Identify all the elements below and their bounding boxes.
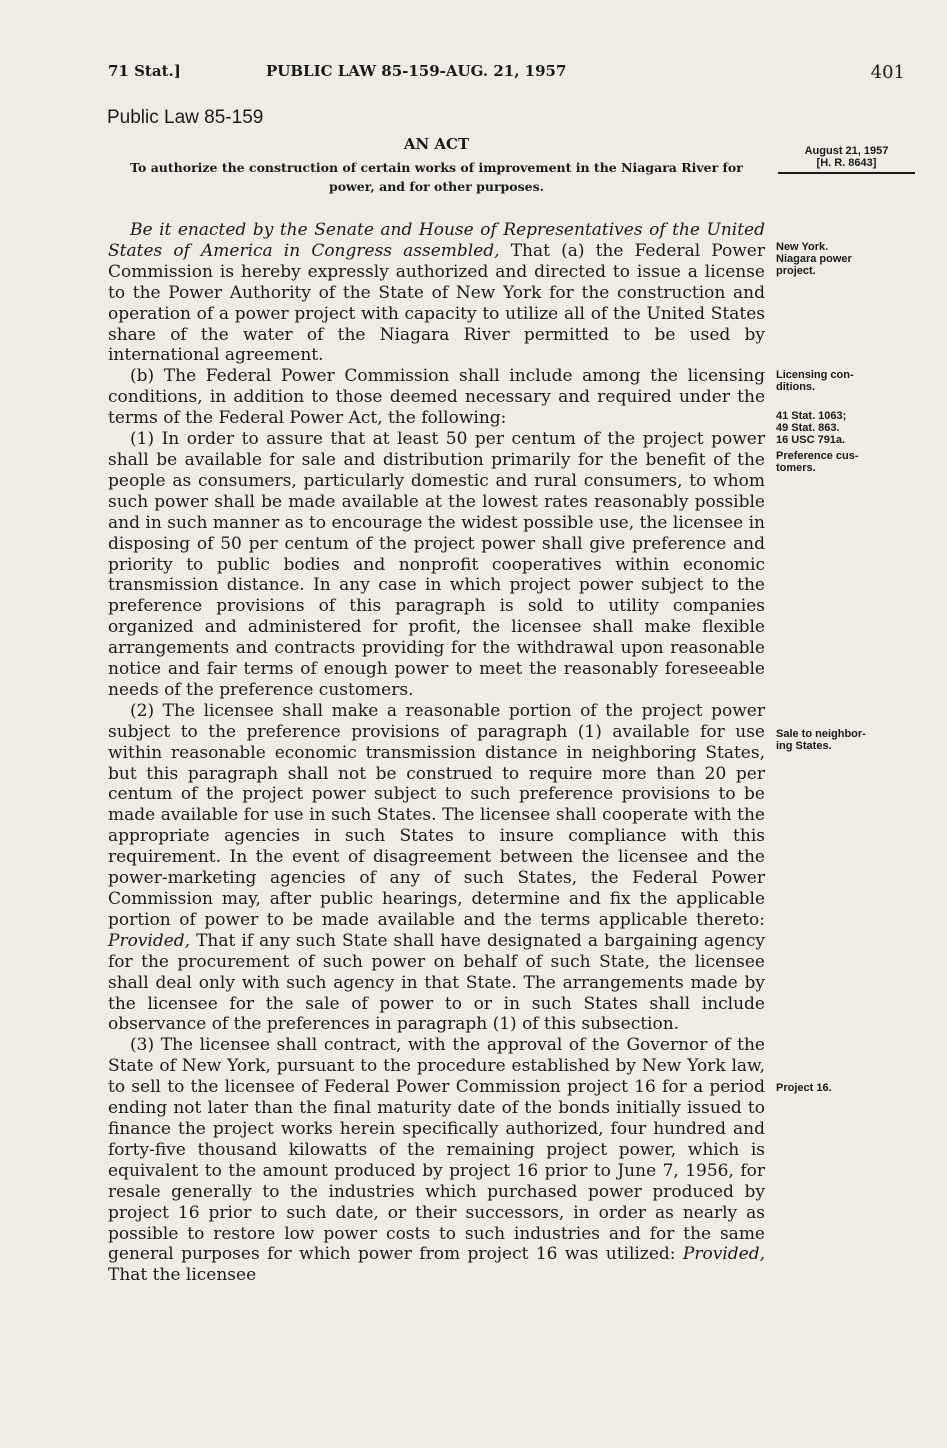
act-body (108, 218, 765, 1286)
clause-2-paragraph (108, 701, 765, 1036)
proviso-word: Provided, (108, 930, 191, 951)
side-note-new-york-project: New York. Niagara power project. (776, 241, 852, 277)
side-note-preference-customers: Preference cus- tomers. (776, 450, 859, 474)
public-law-title: Public Law 85-159 (107, 107, 264, 128)
clause-3-paragraph (108, 1035, 765, 1286)
section-a-paragraph (108, 220, 765, 366)
paragraph-text: (3) The licensee shall contract, with the approval of the Governor of the State of New York, pursuant to the procedure established by New York law, to sell to the licensee of Federal Power Commission project 16 for a period ending not later than the final maturity date of the bonds initially issued to finance the project works herein specifically authorized, four hundred and forty-five thousand kilowatts of the remaining project power, which is equivalent to the amount produced by project 16 prior to June 7, 1956, for resale generally to the industries which purchased power produced by project 16 prior to such date, or their successors, in order as nearly as possible to restore low power costs to such industries and for the same general purposes for which power from project 16 was utilized: (108, 1035, 765, 1265)
paragraph-text-continued: That if any such State shall have designated a bargaining agency for the procurement of such power on behalf of such State, the licensee shall deal only with such agency in that State. The arrangements made by the licensee for the sale of power to or in such States shall include observance of the preferences in paragraph (1) of this subsection. (108, 930, 765, 1035)
date-margin-note (778, 145, 915, 174)
act-purpose: To authorize the construction of certain works of improvement in the Niagara River for power, and for other purposes. (130, 160, 743, 194)
act-heading: AN ACT (403, 135, 470, 153)
side-note-project-16: Project 16. (776, 1082, 832, 1094)
paragraph-text: (2) The licensee shall make a reasonable portion of the project power subject to the preference provisions of paragraph (1) available for use within reasonable economic transmission distance in neighboring States, but this paragraph shall not be construed to require more than 20 per centum of the project power subject to such preference provisions to be made available for use in such States. The licensee shall cooperate with the appropriate agencies in such States to insure compliance with this requirement. In the event of disagreement between the licensee and the power-marketing agencies of any of such States, the Federal Power Commission may, after public hearings, determine and fix the applicable portion of power to be made available and the terms applicable thereto: (108, 700, 765, 930)
page-number: 401 (870, 62, 905, 83)
header-law-citation: PUBLIC LAW 85-159-AUG. 21, 1957 (266, 62, 567, 80)
section-b-paragraph (108, 366, 765, 429)
paragraph-text: (1) In order to assure that at least 50 per centum of the project power shall be available for sale and distribution primarily for the benefit of the people as consumers, particularly domestic and rural consumers, to whom such power shall be made available at the lowest rates reasonably possible and in such manner as to encourage the widest possible use, the licensee in disposing of 50 per centum of the project power shall give preference and priority to public bodies and nonprofit cooperatives within economic transmission distance. In any case in which project power subject to the preference provisions of this paragraph is sold to utility companies organized and administered for profit, the licensee shall make flexible arrangements and contracts providing for the withdrawal upon reasonable notice and fair terms of enough power to meet the reasonably foreseeable needs of the preference customers. (108, 429, 765, 700)
side-note-statute-citation: 41 Stat. 1063; 49 Stat. 863. 16 USC 791a. (776, 410, 847, 446)
approval-date: August 21, 1957 (804, 145, 889, 157)
paragraph-text: (b) The Federal Power Commission shall include among the licensing conditions, in addition to those deemed necessary and required under the terms of the Federal Power Act, the following: (108, 366, 765, 429)
running-header (108, 62, 905, 86)
enacting-clause: Be it enacted by the Senate and House of Representatives of the United States of America in Congress assembled, (108, 220, 765, 261)
side-note-sale-neighboring-states: Sale to neighbor- ing States. (776, 728, 866, 752)
paragraph-text: That (a) the Federal Power Commission is hereby expressly authorized and directed to issue a license to the Power Authority of the State of New York for the construction and operation of a power project with capacity to utilize all of the United States share of the water of the Niagara River permitted to be used by international agreement. (108, 240, 765, 366)
paragraph-text-continued: That the licensee (108, 1265, 257, 1286)
proviso-word: Provided, (682, 1244, 765, 1265)
statute-volume: 71 Stat.] (108, 62, 181, 80)
bill-number: [H. R. 8643] (816, 157, 877, 169)
clause-1-paragraph (108, 429, 765, 701)
side-note-licensing-conditions: Licensing con- ditions. (776, 369, 854, 393)
